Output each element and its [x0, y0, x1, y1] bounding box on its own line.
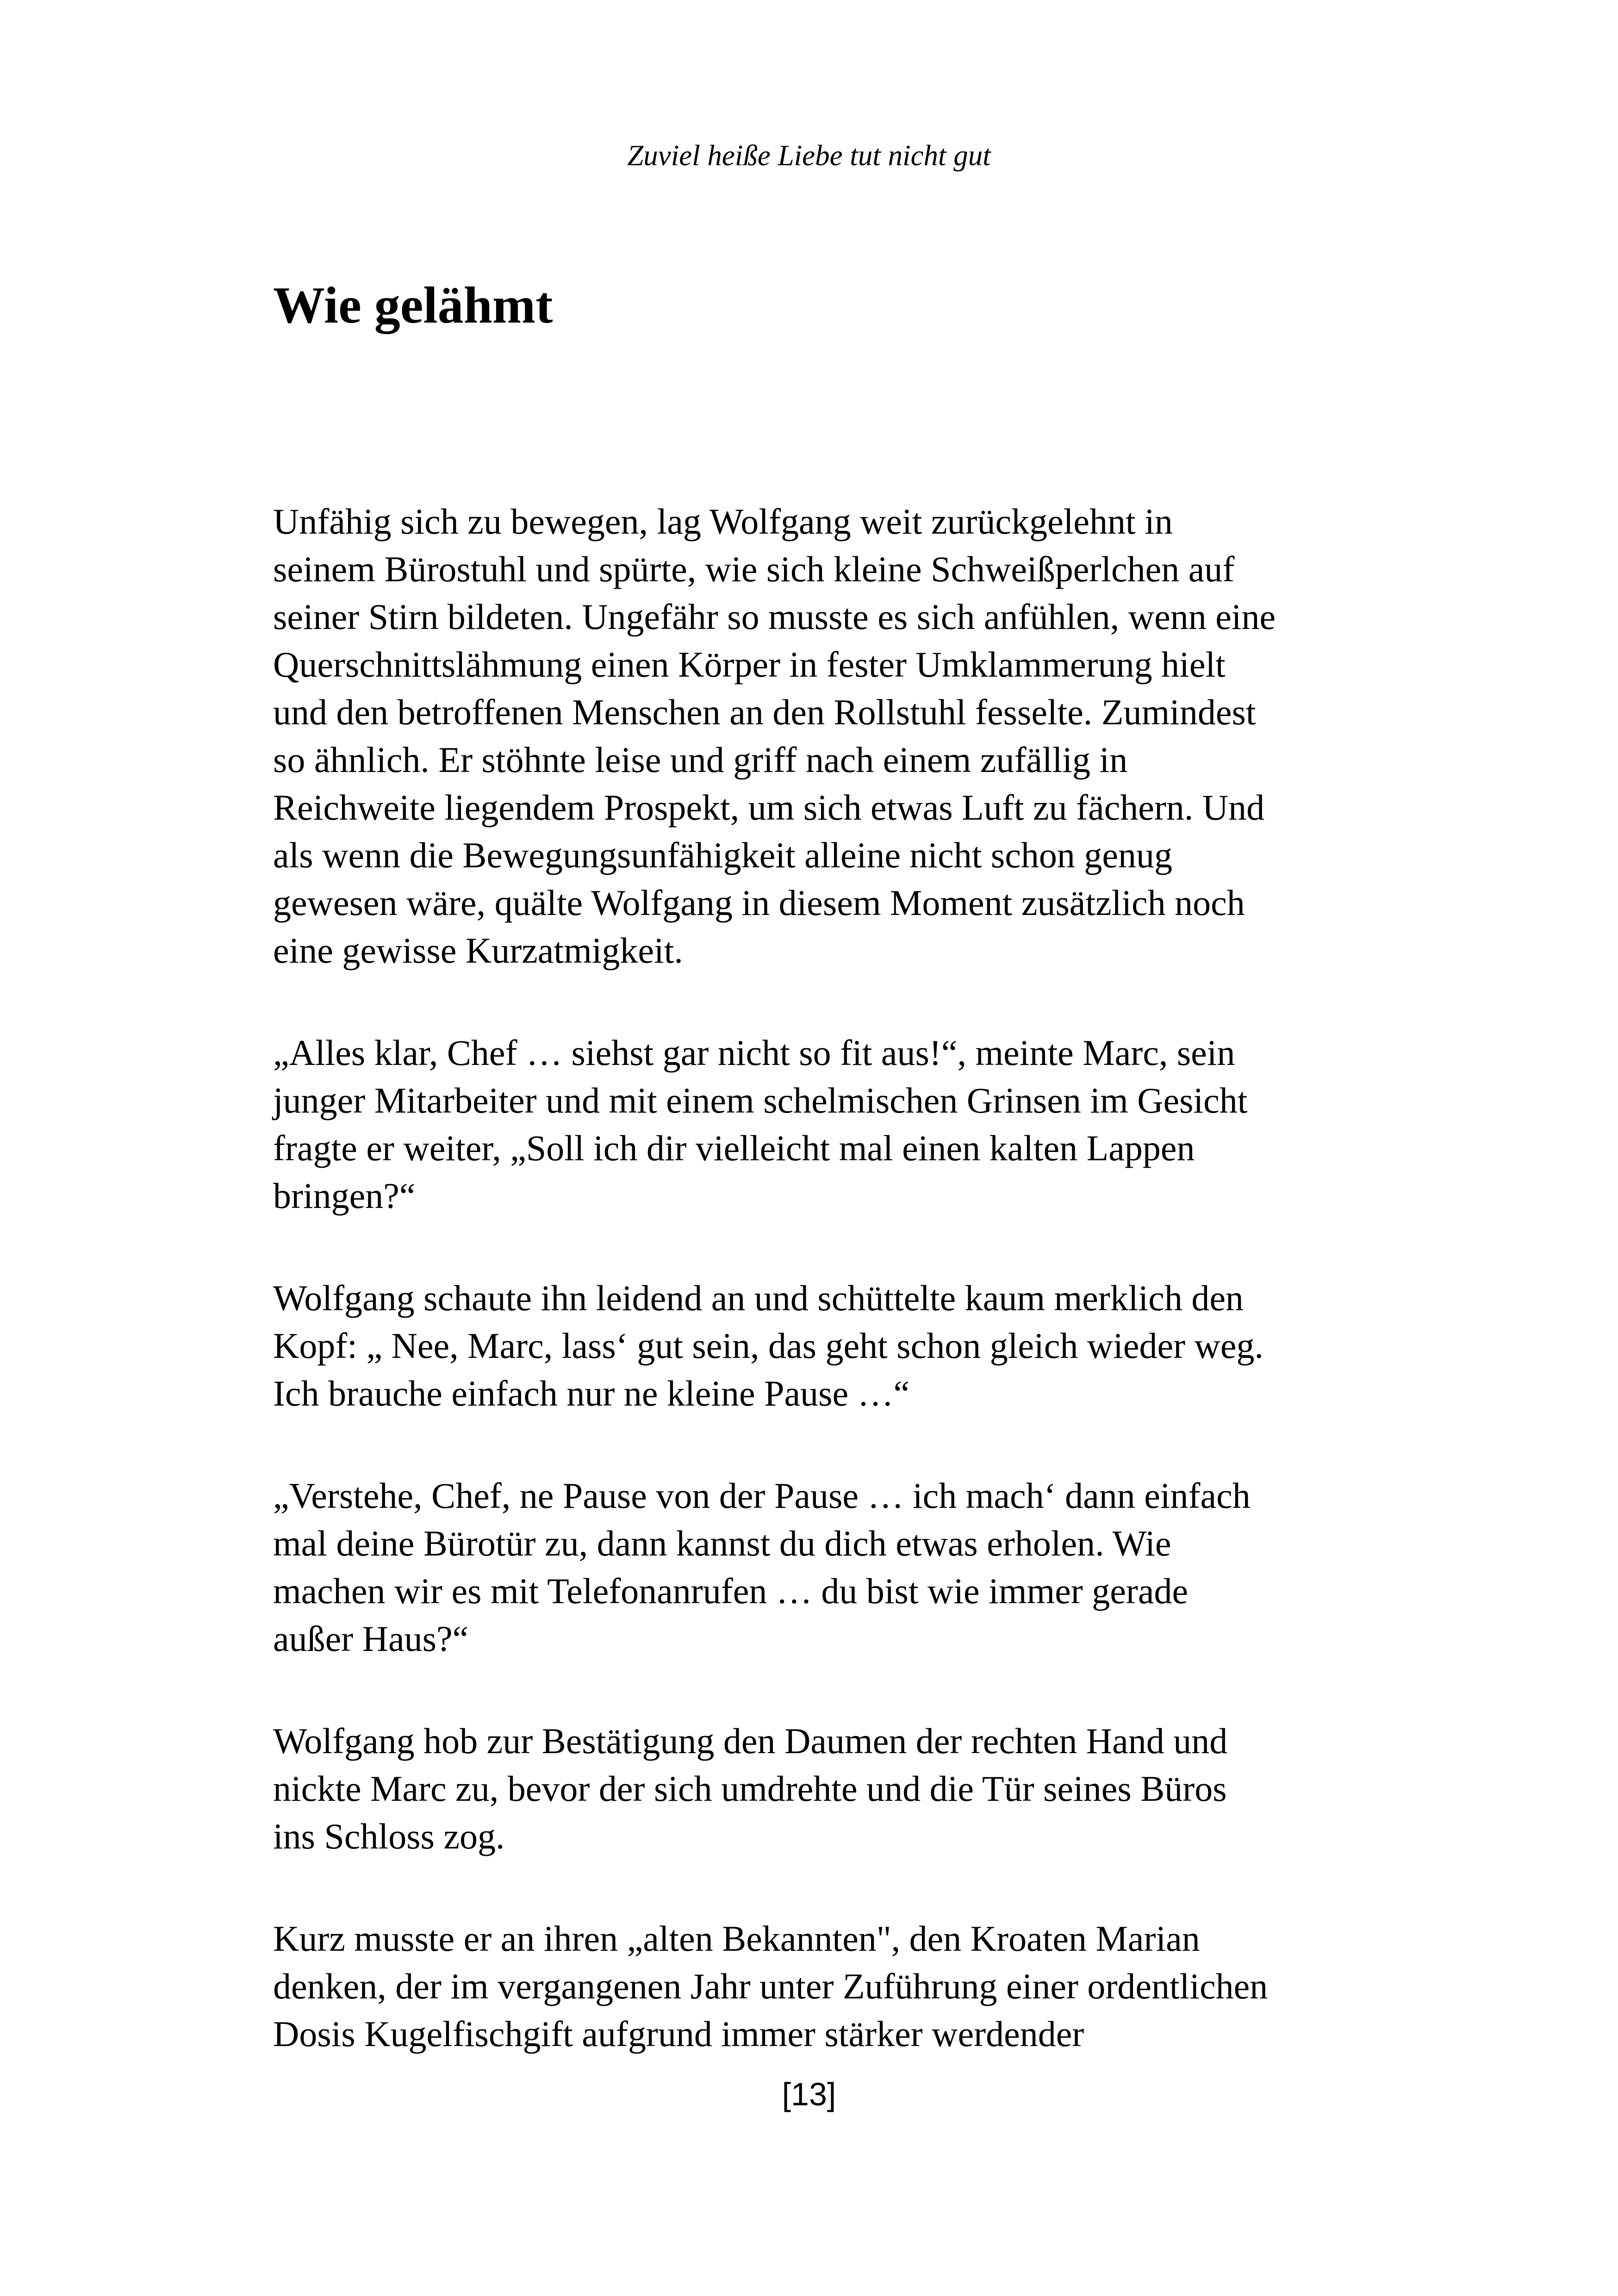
text-line: Reichweite liegendem Prospekt, um sich etwas Luft zu fächern. Und — [273, 787, 1265, 828]
text-line: Kurz musste er an ihren „alten Bekannten", den Kroaten Marian — [273, 1918, 1200, 1959]
text-line: Unfähig sich zu bewegen, lag Wolfgang weit zurückgelehnt in — [273, 501, 1173, 541]
paragraph — [273, 1274, 1370, 1417]
text-line: denken, der im vergangenen Jahr unter Zuführung einer ordentlichen — [273, 1966, 1268, 2006]
text-line: nickte Marc zu, bevor der sich umdrehte und die Tür seines Büros — [273, 1768, 1227, 1809]
text-line: bringen?“ — [273, 1176, 416, 1216]
paragraph — [273, 1029, 1370, 1220]
text-line: Dosis Kugelfischgift aufgrund immer stärker werdender — [273, 2014, 1084, 2054]
paragraph — [273, 1717, 1370, 1860]
text-line: ins Schloss zog. — [273, 1816, 505, 1856]
text-line: Wolfgang hob zur Bestätigung den Daumen der rechten Hand und — [273, 1721, 1228, 1761]
text-line: Querschnittslähmung einen Körper in fester Umklammerung hielt — [273, 644, 1226, 684]
running-header: Zuviel heiße Liebe tut nicht gut — [627, 139, 991, 172]
text-line: „Verstehe, Chef, ne Pause von der Pause … ich mach‘ dann einfach — [273, 1475, 1251, 1516]
text-line: seinem Bürostuhl und spürte, wie sich kleine Schweißperlchen auf — [273, 549, 1235, 589]
page-number: [13] — [782, 2076, 836, 2112]
text-line: als wenn die Bewegungsunfähigkeit alleine nicht schon genug — [273, 835, 1172, 875]
body-text — [273, 498, 1370, 2112]
chapter-title: Wie gelähmt — [273, 277, 553, 334]
text-line: machen wir es mit Telefonanrufen … du bist wie immer gerade — [273, 1571, 1189, 1611]
text-line: Kopf: „ Nee, Marc, lass‘ gut sein, das geht schon gleich wieder weg. — [273, 1325, 1264, 1366]
text-line: und den betroffenen Menschen an den Rollstuhl fesselte. Zumindest — [273, 692, 1256, 732]
paragraph — [273, 498, 1370, 974]
text-line: mal deine Bürotür zu, dann kannst du dich etwas erholen. Wie — [273, 1523, 1171, 1563]
text-line: eine gewisse Kurzatmigkeit. — [273, 930, 683, 971]
text-line: fragte er weiter, „Soll ich dir vielleicht mal einen kalten Lappen — [273, 1128, 1195, 1168]
text-line: „Alles klar, Chef … siehst gar nicht so fit aus!“, meinte Marc, sein — [273, 1033, 1235, 1073]
text-line: junger Mitarbeiter und mit einem schelmischen Grinsen im Gesicht — [273, 1080, 1248, 1120]
paragraph — [273, 1915, 1370, 2058]
paragraph — [273, 1472, 1370, 1662]
text-line: Wolfgang schaute ihn leidend an und schüttelte kaum merklich den — [273, 1278, 1244, 1318]
text-line: Ich brauche einfach nur ne kleine Pause …“ — [273, 1373, 910, 1413]
text-line: außer Haus?“ — [273, 1618, 469, 1659]
text-line: seiner Stirn bildeten. Ungefähr so musste es sich anfühlen, wenn eine — [273, 597, 1276, 637]
text-line: so ähnlich. Er stöhnte leise und griff nach einem zufällig in — [273, 740, 1128, 780]
text-line: gewesen wäre, quälte Wolfgang in diesem Moment zusätzlich noch — [273, 883, 1245, 923]
